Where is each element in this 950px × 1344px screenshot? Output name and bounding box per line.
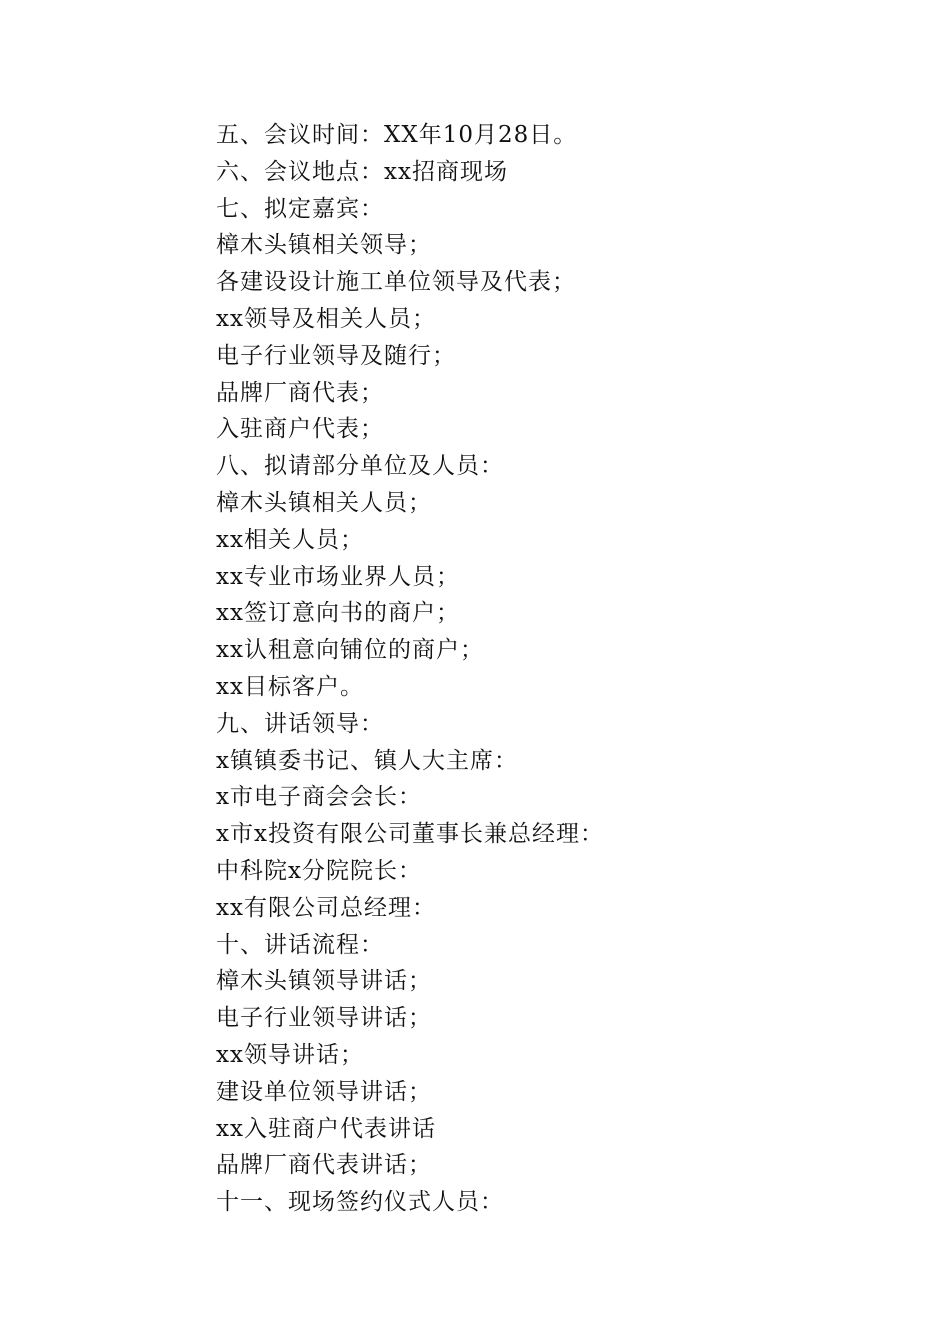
- invitee-item: xx目标客户。: [216, 673, 364, 700]
- guest-item: 电子行业领导及随行；: [216, 342, 456, 369]
- guest-item: xx领导及相关人员；: [216, 305, 436, 332]
- invitee-item: xx专业市场业界人员；: [216, 563, 460, 590]
- invitees-heading: 八、拟请部分单位及人员：: [216, 453, 504, 480]
- meeting-location-line: 六、会议地点：xx招商现场: [216, 158, 508, 185]
- speaker-item: x市电子商会会长：: [216, 784, 422, 811]
- speech-flow-item: 电子行业领导讲话；: [216, 1005, 432, 1032]
- speech-flow-heading: 十、讲话流程：: [216, 931, 384, 958]
- speech-flow-item: 品牌厂商代表讲话；: [216, 1152, 432, 1179]
- invitee-item: xx相关人员；: [216, 526, 364, 553]
- speaker-item: x市x投资有限公司董事长兼总经理：: [216, 821, 604, 848]
- speech-flow-item: 樟木头镇领导讲话；: [216, 968, 432, 995]
- guest-item: 樟木头镇相关领导；: [216, 232, 432, 259]
- guest-item: 品牌厂商代表；: [216, 379, 384, 406]
- speech-flow-item: xx入驻商户代表讲话: [216, 1115, 436, 1142]
- invitee-item: 樟木头镇相关人员；: [216, 489, 432, 516]
- speaker-item: x镇镇委书记、镇人大主席：: [216, 747, 518, 774]
- speaker-item: 中科院x分院院长：: [216, 857, 422, 884]
- guests-heading: 七、拟定嘉宾：: [216, 195, 384, 222]
- meeting-time-line: 五、会议时间：XX年10月28日。: [216, 122, 578, 148]
- speech-flow-item: 建设单位领导讲话；: [216, 1078, 432, 1105]
- guest-item: 入驻商户代表；: [216, 416, 384, 443]
- invitee-item: xx认租意向铺位的商户；: [216, 637, 484, 664]
- guest-item: 各建设设计施工单位领导及代表；: [216, 269, 576, 296]
- speakers-heading: 九、讲话领导：: [216, 710, 384, 737]
- document-body: [216, 117, 896, 1221]
- signing-ceremony-heading: 十一、现场签约仪式人员：: [216, 1189, 504, 1216]
- speaker-item: xx有限公司总经理：: [216, 894, 436, 921]
- speech-flow-item: xx领导讲话；: [216, 1041, 364, 1068]
- invitee-item: xx签订意向书的商户；: [216, 600, 460, 627]
